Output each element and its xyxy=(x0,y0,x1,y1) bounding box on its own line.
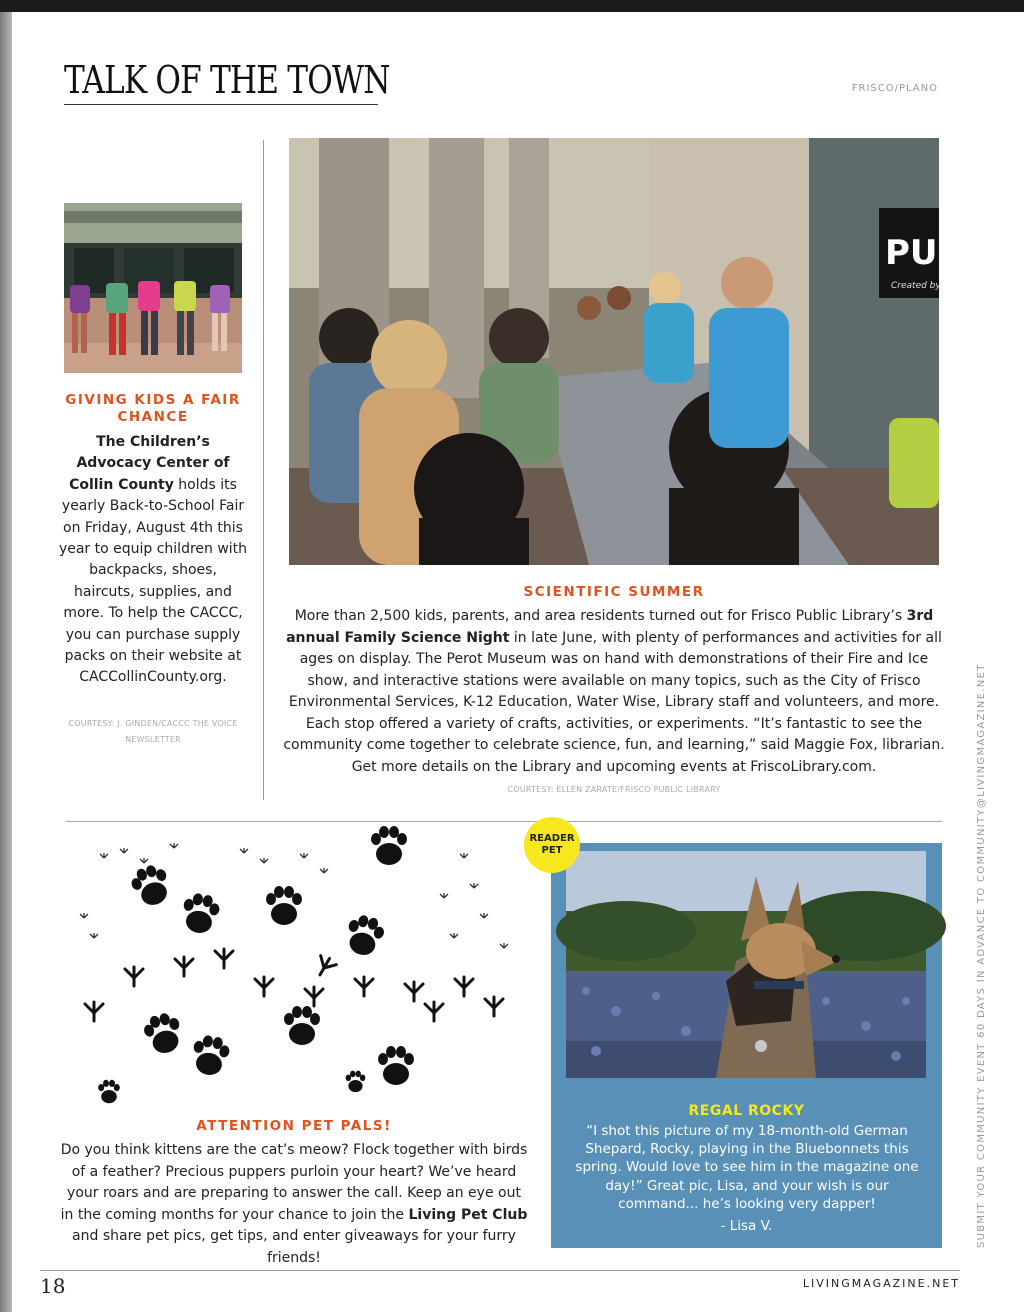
pets-body-part2: and share pet pics, get tips, and enter giveaways for your furry friends! xyxy=(72,1228,516,1266)
kids-body xyxy=(58,432,248,689)
section-divider xyxy=(66,821,942,822)
page-title: TALK OF THE TOWN xyxy=(64,58,390,102)
footer-rule xyxy=(40,1270,960,1271)
banner-text: PUR xyxy=(885,233,964,273)
science-event-name: 3rd annual Family Science Night xyxy=(286,608,934,646)
banner-subtext: Created by xyxy=(891,281,941,291)
pets-body xyxy=(60,1140,528,1270)
kids-body-text: holds its yearly Back-to-School Fair on Friday, August 4th this year to equip children with backpacks, shoes, haircuts, supplies, and more. To help the CACCC, you can purchase supply packs on their website at CACCollinCounty.org. xyxy=(58,476,248,686)
submission-sidebar-text: SUBMIT YOUR COMMUNITY EVENT 60 DAYS IN ADVANCE TO COMMUNITY@LIVINGMAGAZINE.NET xyxy=(976,663,987,1248)
badge-line-2: PET xyxy=(541,845,563,856)
science-heading: SCIENTIFIC SUMMER xyxy=(523,584,705,600)
kids-photo-credit: COURTESY: J. GINDEN/CACCC THE VOICE NEWSLETTER xyxy=(68,719,238,744)
kids-backpacks-photo xyxy=(64,203,242,373)
site-url: LIVINGMAGAZINE.NET xyxy=(802,1277,960,1290)
science-body xyxy=(283,606,945,778)
title-underline xyxy=(64,104,378,105)
top-bar xyxy=(0,0,1024,12)
kids-org-name: The Children’s Advocacy Center of Collin County xyxy=(69,434,230,493)
reader-pet-heading: REGAL ROCKY xyxy=(688,1103,805,1119)
reader-pet-signature: - Lisa V. xyxy=(720,1218,773,1234)
kids-heading: GIVING KIDS A FAIR CHANCE xyxy=(65,392,241,425)
badge-line-1: READER xyxy=(529,833,575,844)
pet-club-name: Living Pet Club xyxy=(408,1206,528,1223)
reader-pet-badge xyxy=(524,817,580,873)
pets-body-part1: Do you think kittens are the cat’s meow? Flock together with birds of a feather? Precious puppers purloin your heart? We’ve heard your roars and are preparing to answer the call. Keep an eye out in the coming months for your chance to join the xyxy=(60,1142,528,1223)
science-body-part2: in late June, with plenty of performances and activities for all ages on display. The Perot Museum was on hand with demonstrations of their Fire and Ice show, and interactive stations were available on many topics, such as the City of Frisco Environmental Services, K-12 Education, Water Wise, Library staff and volunteers, and more. Each stop offered a variety of crafts, activities, or experiments. “It’s fantastic to see the community come together to celebrate science, fun, and learning,” said Maggie Fox, librarian. Get more details on the Library and upcoming events at FriscoLibrary.com. xyxy=(283,629,945,775)
dog-bluebonnets-photo xyxy=(566,851,926,1078)
reader-pet-quote: “I shot this picture of my 18-month-old German Shepard, Rocky, playing in the Bluebonnets this spring. Would love to see him in the magazine one day!” Great pic, Lisa, and your wish is our command... he’s looking very dapper! xyxy=(575,1123,919,1212)
pets-heading: ATTENTION PET PALS! xyxy=(196,1118,392,1134)
page-number: 18 xyxy=(40,1274,66,1298)
science-night-photo xyxy=(289,138,964,565)
region-label: FRISCO/PLANO xyxy=(851,83,938,94)
column-divider xyxy=(263,140,264,800)
page-edge-shadow xyxy=(0,12,12,1312)
science-body-part1: More than 2,500 kids, parents, and area residents turned out for Frisco Public Library’s xyxy=(294,608,907,624)
paw-print-pattern xyxy=(64,838,524,1102)
science-photo-credit: COURTESY: ELLEN ZARATE/FRISCO PUBLIC LIBRARY xyxy=(507,785,721,794)
